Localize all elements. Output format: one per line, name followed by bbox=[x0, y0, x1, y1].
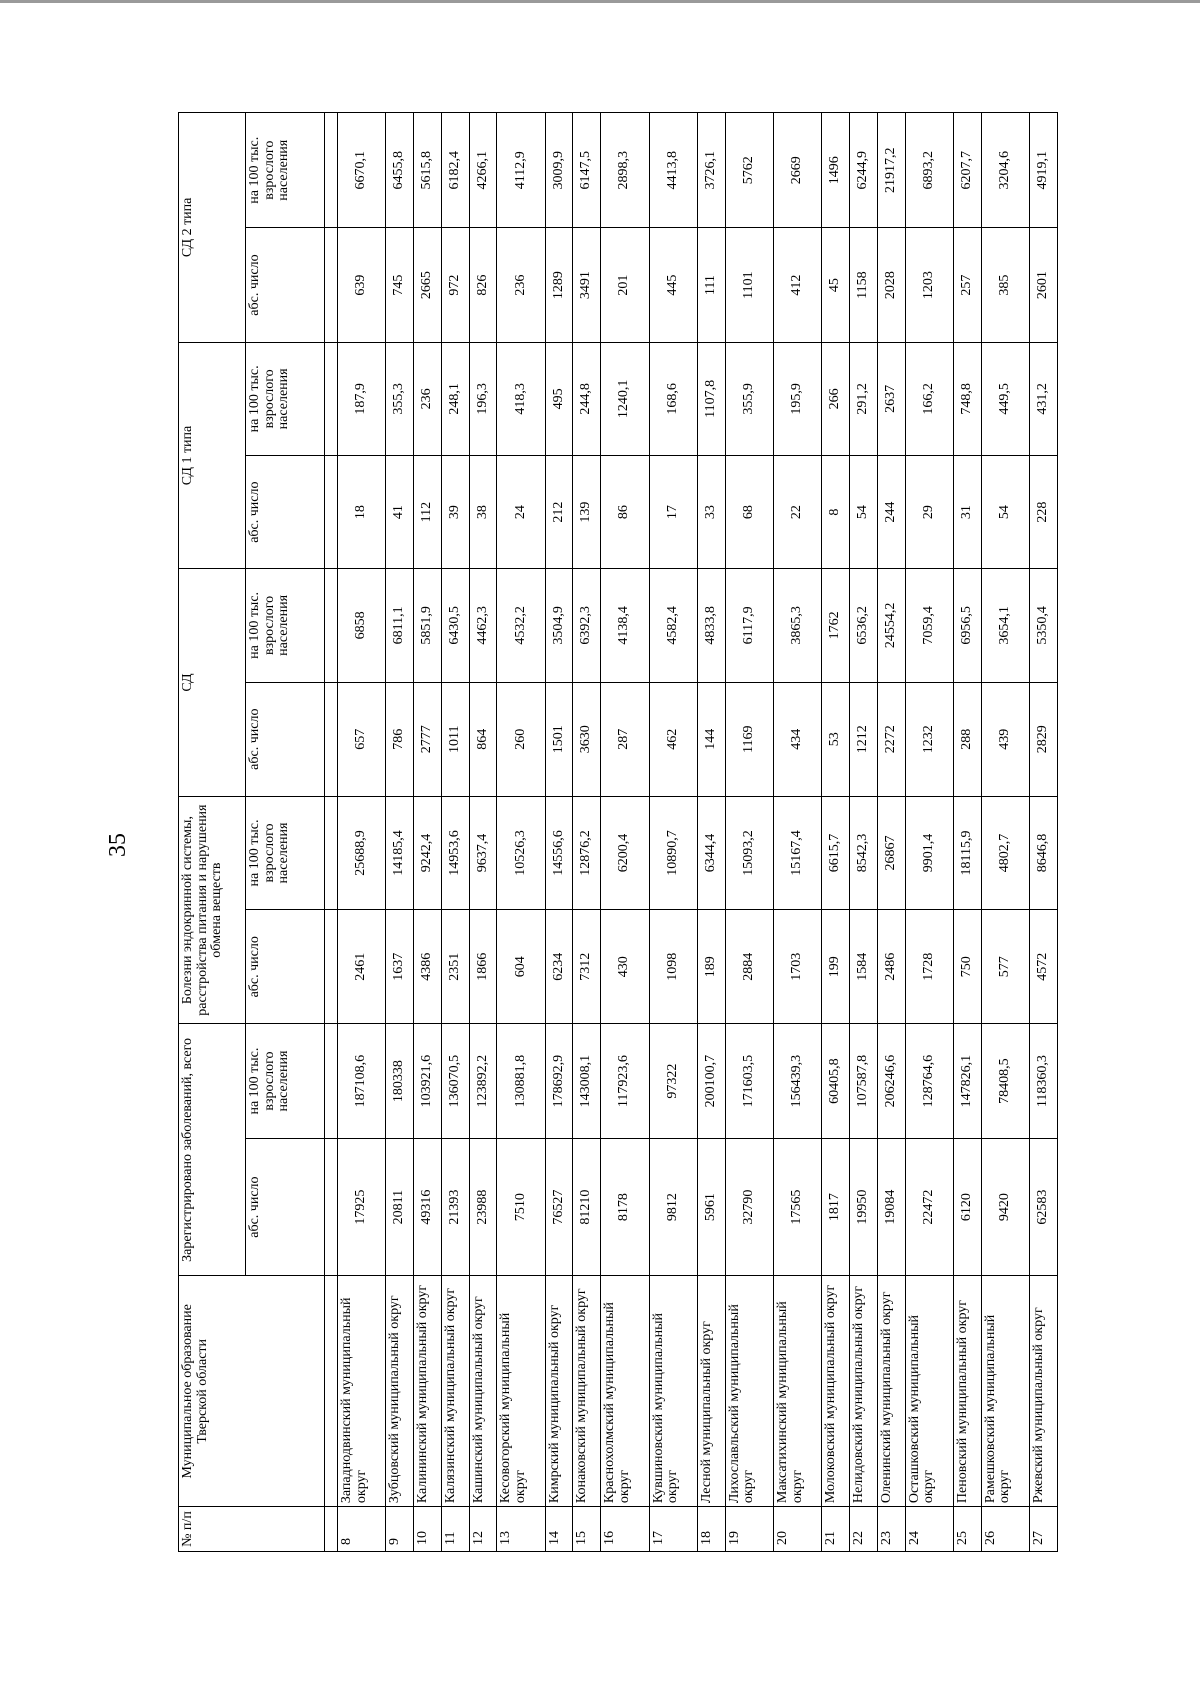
per100k-value-cell: 6536,2 bbox=[850, 569, 878, 682]
table-row bbox=[1030, 113, 1058, 1552]
table-row bbox=[573, 113, 601, 1552]
per100k-value-cell: 9637,4 bbox=[469, 796, 497, 909]
per100k-value-cell: 136070,5 bbox=[441, 1024, 469, 1138]
table-header bbox=[179, 113, 338, 1552]
row-number: 14 bbox=[545, 1507, 573, 1552]
per100k-value-cell: 418,3 bbox=[497, 342, 545, 455]
per100k-value-cell: 6200,4 bbox=[601, 796, 649, 909]
header-group-sd1: СД 1 типа bbox=[179, 342, 246, 569]
per100k-value-cell: 431,2 bbox=[1030, 342, 1058, 455]
per100k-value-cell: 9242,4 bbox=[414, 796, 442, 909]
per100k-value-cell: 6117,9 bbox=[725, 569, 773, 682]
municipality-name: Оленинский муниципальный округ bbox=[877, 1276, 905, 1507]
row-number: 25 bbox=[954, 1507, 982, 1552]
per100k-value-cell: 2637 bbox=[877, 342, 905, 455]
per100k-value-cell: 187,9 bbox=[338, 342, 386, 455]
row-number: 26 bbox=[981, 1507, 1029, 1552]
row-number: 23 bbox=[877, 1507, 905, 1552]
header-num: № п/п bbox=[179, 1507, 325, 1552]
per100k-value-cell: 107587,8 bbox=[850, 1024, 878, 1138]
per100k-value-cell: 143008,1 bbox=[573, 1024, 601, 1138]
municipality-name: Молоковский муниципальный округ bbox=[822, 1276, 850, 1507]
abs-value-cell: 54 bbox=[981, 456, 1029, 569]
per100k-value-cell: 4138,4 bbox=[601, 569, 649, 682]
per100k-value-cell: 196,3 bbox=[469, 342, 497, 455]
abs-value-cell: 257 bbox=[954, 228, 982, 342]
abs-value-cell: 412 bbox=[774, 228, 822, 342]
header-abs: абс. число bbox=[246, 682, 325, 796]
abs-value-cell: 7510 bbox=[497, 1138, 545, 1276]
abs-value-cell: 9812 bbox=[649, 1138, 697, 1276]
municipality-name: Пеновский муниципальный округ bbox=[954, 1276, 982, 1507]
per100k-value-cell: 748,8 bbox=[954, 342, 982, 455]
per100k-value-cell: 9901,4 bbox=[905, 796, 953, 909]
abs-value-cell: 1101 bbox=[725, 228, 773, 342]
abs-value-cell: 41 bbox=[386, 456, 414, 569]
municipality-name: Лихославльский муниципальный округ bbox=[725, 1276, 773, 1507]
row-number: 11 bbox=[441, 1507, 469, 1552]
header-abs: абс. число bbox=[246, 456, 325, 569]
abs-value-cell: 786 bbox=[386, 682, 414, 796]
per100k-value-cell: 4833,8 bbox=[697, 569, 725, 682]
per100k-value-cell: 4532,2 bbox=[497, 569, 545, 682]
abs-value-cell: 385 bbox=[981, 228, 1029, 342]
per100k-value-cell: 5851,9 bbox=[414, 569, 442, 682]
abs-value-cell: 1637 bbox=[386, 910, 414, 1024]
abs-value-cell: 2884 bbox=[725, 910, 773, 1024]
municipality-name: Рамешковский муниципальный округ bbox=[981, 1276, 1029, 1507]
row-number: 27 bbox=[1030, 1507, 1058, 1552]
per100k-value-cell: 266 bbox=[822, 342, 850, 455]
per100k-value-cell: 14953,6 bbox=[441, 796, 469, 909]
abs-value-cell: 20811 bbox=[386, 1138, 414, 1276]
per100k-value-cell: 1762 bbox=[822, 569, 850, 682]
per100k-value-cell: 4919,1 bbox=[1030, 113, 1058, 228]
per100k-value-cell: 244,8 bbox=[573, 342, 601, 455]
municipality-name: Кесовогорский муниципальный округ bbox=[497, 1276, 545, 1507]
abs-value-cell: 2461 bbox=[338, 910, 386, 1024]
abs-value-cell: 32790 bbox=[725, 1138, 773, 1276]
abs-value-cell: 139 bbox=[573, 456, 601, 569]
abs-value-cell: 972 bbox=[441, 228, 469, 342]
table-row bbox=[497, 113, 545, 1552]
per100k-value-cell: 171603,5 bbox=[725, 1024, 773, 1138]
per100k-value-cell: 4462,3 bbox=[469, 569, 497, 682]
per100k-value-cell: 5350,4 bbox=[1030, 569, 1058, 682]
row-number: 17 bbox=[649, 1507, 697, 1552]
per100k-value-cell: 291,2 bbox=[850, 342, 878, 455]
header-per100k: на 100 тыс. взрослого населения bbox=[246, 113, 325, 228]
row-number: 24 bbox=[905, 1507, 953, 1552]
abs-value-cell: 2665 bbox=[414, 228, 442, 342]
per100k-value-cell: 10890,7 bbox=[649, 796, 697, 909]
abs-value-cell: 2777 bbox=[414, 682, 442, 796]
abs-value-cell: 1098 bbox=[649, 910, 697, 1024]
abs-value-cell: 144 bbox=[697, 682, 725, 796]
abs-value-cell: 38 bbox=[469, 456, 497, 569]
per100k-value-cell: 206246,6 bbox=[877, 1024, 905, 1138]
abs-value-cell: 1289 bbox=[545, 228, 573, 342]
abs-value-cell: 3491 bbox=[573, 228, 601, 342]
abs-value-cell: 430 bbox=[601, 910, 649, 1024]
per100k-value-cell: 117923,6 bbox=[601, 1024, 649, 1138]
header-abs: абс. число bbox=[246, 228, 325, 342]
abs-value-cell: 1212 bbox=[850, 682, 878, 796]
abs-value-cell: 7312 bbox=[573, 910, 601, 1024]
abs-value-cell: 4572 bbox=[1030, 910, 1058, 1024]
table-row bbox=[338, 113, 386, 1552]
abs-value-cell: 445 bbox=[649, 228, 697, 342]
per100k-value-cell: 15167,4 bbox=[774, 796, 822, 909]
municipality-name: Западнодвинский муниципальный округ bbox=[338, 1276, 386, 1507]
abs-value-cell: 434 bbox=[774, 682, 822, 796]
municipality-name: Конаковский муниципальный округ bbox=[573, 1276, 601, 1507]
municipality-name: Лесной муниципальный округ bbox=[697, 1276, 725, 1507]
per100k-value-cell: 78408,5 bbox=[981, 1024, 1029, 1138]
per100k-value-cell: 4802,7 bbox=[981, 796, 1029, 909]
abs-value-cell: 23988 bbox=[469, 1138, 497, 1276]
header-spacer-row bbox=[325, 113, 338, 1552]
abs-value-cell: 228 bbox=[1030, 456, 1058, 569]
per100k-value-cell: 178692,9 bbox=[545, 1024, 573, 1138]
abs-value-cell: 49316 bbox=[414, 1138, 442, 1276]
per100k-value-cell: 4582,4 bbox=[649, 569, 697, 682]
per100k-value-cell: 130881,8 bbox=[497, 1024, 545, 1138]
municipality-name: Кашинский муниципальный округ bbox=[469, 1276, 497, 1507]
per100k-value-cell: 123892,2 bbox=[469, 1024, 497, 1138]
abs-value-cell: 288 bbox=[954, 682, 982, 796]
abs-value-cell: 22 bbox=[774, 456, 822, 569]
per100k-value-cell: 147826,1 bbox=[954, 1024, 982, 1138]
per100k-value-cell: 103921,6 bbox=[414, 1024, 442, 1138]
table-row bbox=[601, 113, 649, 1552]
municipality-name: Калининский муниципальный округ bbox=[414, 1276, 442, 1507]
abs-value-cell: 287 bbox=[601, 682, 649, 796]
row-number: 22 bbox=[850, 1507, 878, 1552]
municipality-name: Осташковский муниципальный округ bbox=[905, 1276, 953, 1507]
top-rule bbox=[0, 0, 1200, 3]
abs-value-cell: 45 bbox=[822, 228, 850, 342]
row-number: 9 bbox=[386, 1507, 414, 1552]
municipality-name: Калязинский муниципальный округ bbox=[441, 1276, 469, 1507]
header-per100k: на 100 тыс. взрослого населения bbox=[246, 796, 325, 909]
per100k-value-cell: 2898,3 bbox=[601, 113, 649, 228]
per100k-value-cell: 14556,6 bbox=[545, 796, 573, 909]
per100k-value-cell: 7059,4 bbox=[905, 569, 953, 682]
row-number: 20 bbox=[774, 1507, 822, 1552]
abs-value-cell: 199 bbox=[822, 910, 850, 1024]
table-row bbox=[905, 113, 953, 1552]
rotated-table-frame bbox=[178, 112, 1058, 1552]
per100k-value-cell: 6244,9 bbox=[850, 113, 878, 228]
per100k-value-cell: 10526,3 bbox=[497, 796, 545, 909]
table-row bbox=[697, 113, 725, 1552]
table-row bbox=[981, 113, 1029, 1552]
abs-value-cell: 31 bbox=[954, 456, 982, 569]
header-municipality: Муниципальное образование Тверской области bbox=[179, 1276, 325, 1507]
per100k-value-cell: 236 bbox=[414, 342, 442, 455]
header-per100k: на 100 тыс. взрослого населения bbox=[246, 569, 325, 682]
abs-value-cell: 53 bbox=[822, 682, 850, 796]
abs-value-cell: 1501 bbox=[545, 682, 573, 796]
table-row bbox=[725, 113, 773, 1552]
abs-value-cell: 76527 bbox=[545, 1138, 573, 1276]
per100k-value-cell: 5615,8 bbox=[414, 113, 442, 228]
per100k-value-cell: 200100,7 bbox=[697, 1024, 725, 1138]
abs-value-cell: 68 bbox=[725, 456, 773, 569]
table-container bbox=[178, 112, 1058, 1552]
abs-value-cell: 5961 bbox=[697, 1138, 725, 1276]
per100k-value-cell: 2669 bbox=[774, 113, 822, 228]
row-number: 15 bbox=[573, 1507, 601, 1552]
table-row bbox=[441, 113, 469, 1552]
abs-value-cell: 1203 bbox=[905, 228, 953, 342]
table-row bbox=[649, 113, 697, 1552]
abs-value-cell: 750 bbox=[954, 910, 982, 1024]
per100k-value-cell: 6392,3 bbox=[573, 569, 601, 682]
per100k-value-cell: 4413,8 bbox=[649, 113, 697, 228]
abs-value-cell: 1232 bbox=[905, 682, 953, 796]
abs-value-cell: 201 bbox=[601, 228, 649, 342]
per100k-value-cell: 248,1 bbox=[441, 342, 469, 455]
per100k-value-cell: 8646,8 bbox=[1030, 796, 1058, 909]
page-number: 35 bbox=[105, 833, 131, 857]
abs-value-cell: 2601 bbox=[1030, 228, 1058, 342]
abs-value-cell: 2351 bbox=[441, 910, 469, 1024]
table-row bbox=[774, 113, 822, 1552]
per100k-value-cell: 6147,5 bbox=[573, 113, 601, 228]
header-per100k: на 100 тыс. взрослого населения bbox=[246, 1024, 325, 1138]
abs-value-cell: 1817 bbox=[822, 1138, 850, 1276]
per100k-value-cell: 97322 bbox=[649, 1024, 697, 1138]
abs-value-cell: 8 bbox=[822, 456, 850, 569]
table-row bbox=[822, 113, 850, 1552]
per100k-value-cell: 6344,4 bbox=[697, 796, 725, 909]
per100k-value-cell: 15093,2 bbox=[725, 796, 773, 909]
statistics-table bbox=[178, 112, 1058, 1552]
table-row bbox=[386, 113, 414, 1552]
per100k-value-cell: 3865,3 bbox=[774, 569, 822, 682]
per100k-value-cell: 6615,7 bbox=[822, 796, 850, 909]
abs-value-cell: 19950 bbox=[850, 1138, 878, 1276]
header-per100k: на 100 тыс. взрослого населения bbox=[246, 342, 325, 455]
municipality-name: Кувшиновский муниципальный округ bbox=[649, 1276, 697, 1507]
per100k-value-cell: 1240,1 bbox=[601, 342, 649, 455]
abs-value-cell: 639 bbox=[338, 228, 386, 342]
per100k-value-cell: 168,6 bbox=[649, 342, 697, 455]
abs-value-cell: 2486 bbox=[877, 910, 905, 1024]
per100k-value-cell: 6811,1 bbox=[386, 569, 414, 682]
per100k-value-cell: 3654,1 bbox=[981, 569, 1029, 682]
per100k-value-cell: 25688,9 bbox=[338, 796, 386, 909]
per100k-value-cell: 3009,9 bbox=[545, 113, 573, 228]
row-number: 19 bbox=[725, 1507, 773, 1552]
table-row bbox=[414, 113, 442, 1552]
abs-value-cell: 462 bbox=[649, 682, 697, 796]
per100k-value-cell: 128764,6 bbox=[905, 1024, 953, 1138]
table-body bbox=[338, 113, 1058, 1552]
municipality-name: Максатихинский муниципальный округ bbox=[774, 1276, 822, 1507]
row-number: 8 bbox=[338, 1507, 386, 1552]
abs-value-cell: 1703 bbox=[774, 910, 822, 1024]
abs-value-cell: 17565 bbox=[774, 1138, 822, 1276]
per100k-value-cell: 14185,4 bbox=[386, 796, 414, 909]
per100k-value-cell: 24554,2 bbox=[877, 569, 905, 682]
abs-value-cell: 1169 bbox=[725, 682, 773, 796]
per100k-value-cell: 6893,2 bbox=[905, 113, 953, 228]
abs-value-cell: 19084 bbox=[877, 1138, 905, 1276]
abs-value-cell: 81210 bbox=[573, 1138, 601, 1276]
per100k-value-cell: 355,3 bbox=[386, 342, 414, 455]
per100k-value-cell: 118360,3 bbox=[1030, 1024, 1058, 1138]
abs-value-cell: 1584 bbox=[850, 910, 878, 1024]
abs-value-cell: 112 bbox=[414, 456, 442, 569]
per100k-value-cell: 449,5 bbox=[981, 342, 1029, 455]
abs-value-cell: 9420 bbox=[981, 1138, 1029, 1276]
per100k-value-cell: 12876,2 bbox=[573, 796, 601, 909]
per100k-value-cell: 1107,8 bbox=[697, 342, 725, 455]
abs-value-cell: 17925 bbox=[338, 1138, 386, 1276]
abs-value-cell: 2829 bbox=[1030, 682, 1058, 796]
per100k-value-cell: 5762 bbox=[725, 113, 773, 228]
abs-value-cell: 62583 bbox=[1030, 1138, 1058, 1276]
header-abs: абс. число bbox=[246, 1138, 325, 1276]
abs-value-cell: 260 bbox=[497, 682, 545, 796]
abs-value-cell: 22472 bbox=[905, 1138, 953, 1276]
abs-value-cell: 8178 bbox=[601, 1138, 649, 1276]
row-number: 18 bbox=[697, 1507, 725, 1552]
abs-value-cell: 826 bbox=[469, 228, 497, 342]
header-group-endocrine: Болезни эндокринной системы, расстройства питания и нарушения обмена веществ bbox=[179, 796, 246, 1024]
per100k-value-cell: 26867 bbox=[877, 796, 905, 909]
abs-value-cell: 864 bbox=[469, 682, 497, 796]
per100k-value-cell: 1496 bbox=[822, 113, 850, 228]
row-number: 16 bbox=[601, 1507, 649, 1552]
abs-value-cell: 33 bbox=[697, 456, 725, 569]
per100k-value-cell: 3204,6 bbox=[981, 113, 1029, 228]
per100k-value-cell: 6182,4 bbox=[441, 113, 469, 228]
row-number: 12 bbox=[469, 1507, 497, 1552]
abs-value-cell: 17 bbox=[649, 456, 697, 569]
per100k-value-cell: 60405,8 bbox=[822, 1024, 850, 1138]
per100k-value-cell: 21917,2 bbox=[877, 113, 905, 228]
per100k-value-cell: 187108,6 bbox=[338, 1024, 386, 1138]
abs-value-cell: 29 bbox=[905, 456, 953, 569]
abs-value-cell: 6234 bbox=[545, 910, 573, 1024]
abs-value-cell: 39 bbox=[441, 456, 469, 569]
per100k-value-cell: 3726,1 bbox=[697, 113, 725, 228]
per100k-value-cell: 18115,9 bbox=[954, 796, 982, 909]
per100k-value-cell: 166,2 bbox=[905, 342, 953, 455]
abs-value-cell: 2028 bbox=[877, 228, 905, 342]
per100k-value-cell: 4112,9 bbox=[497, 113, 545, 228]
municipality-name: Кимрский муниципальный округ bbox=[545, 1276, 573, 1507]
per100k-value-cell: 195,9 bbox=[774, 342, 822, 455]
per100k-value-cell: 180338 bbox=[386, 1024, 414, 1138]
per100k-value-cell: 495 bbox=[545, 342, 573, 455]
header-group-total: Зарегистрировано заболеваний, всего bbox=[179, 1024, 246, 1276]
abs-value-cell: 3630 bbox=[573, 682, 601, 796]
row-number: 13 bbox=[497, 1507, 545, 1552]
row-number: 21 bbox=[822, 1507, 850, 1552]
abs-value-cell: 745 bbox=[386, 228, 414, 342]
abs-value-cell: 244 bbox=[877, 456, 905, 569]
abs-value-cell: 212 bbox=[545, 456, 573, 569]
abs-value-cell: 604 bbox=[497, 910, 545, 1024]
municipality-name: Ржевский муниципальный округ bbox=[1030, 1276, 1058, 1507]
abs-value-cell: 236 bbox=[497, 228, 545, 342]
header-group-sd2: СД 2 типа bbox=[179, 113, 246, 343]
abs-value-cell: 657 bbox=[338, 682, 386, 796]
per100k-value-cell: 6430,5 bbox=[441, 569, 469, 682]
per100k-value-cell: 8542,3 bbox=[850, 796, 878, 909]
row-number: 10 bbox=[414, 1507, 442, 1552]
table-row bbox=[850, 113, 878, 1552]
abs-value-cell: 86 bbox=[601, 456, 649, 569]
per100k-value-cell: 6858 bbox=[338, 569, 386, 682]
per100k-value-cell: 6207,7 bbox=[954, 113, 982, 228]
table-row bbox=[877, 113, 905, 1552]
table-row bbox=[545, 113, 573, 1552]
per100k-value-cell: 3504,9 bbox=[545, 569, 573, 682]
abs-value-cell: 1866 bbox=[469, 910, 497, 1024]
per100k-value-cell: 4266,1 bbox=[469, 113, 497, 228]
header-abs: абс. число bbox=[246, 910, 325, 1024]
abs-value-cell: 6120 bbox=[954, 1138, 982, 1276]
abs-value-cell: 2272 bbox=[877, 682, 905, 796]
abs-value-cell: 577 bbox=[981, 910, 1029, 1024]
abs-value-cell: 18 bbox=[338, 456, 386, 569]
abs-value-cell: 1011 bbox=[441, 682, 469, 796]
per100k-value-cell: 156439,3 bbox=[774, 1024, 822, 1138]
abs-value-cell: 4386 bbox=[414, 910, 442, 1024]
abs-value-cell: 1728 bbox=[905, 910, 953, 1024]
table-row bbox=[469, 113, 497, 1552]
per100k-value-cell: 6670,1 bbox=[338, 113, 386, 228]
per100k-value-cell: 355,9 bbox=[725, 342, 773, 455]
per100k-value-cell: 6455,8 bbox=[386, 113, 414, 228]
abs-value-cell: 21393 bbox=[441, 1138, 469, 1276]
municipality-name: Зубцовский муниципальный округ bbox=[386, 1276, 414, 1507]
abs-value-cell: 111 bbox=[697, 228, 725, 342]
abs-value-cell: 24 bbox=[497, 456, 545, 569]
table-row bbox=[954, 113, 982, 1552]
header-group-sd: СД bbox=[179, 569, 246, 797]
abs-value-cell: 189 bbox=[697, 910, 725, 1024]
abs-value-cell: 54 bbox=[850, 456, 878, 569]
abs-value-cell: 439 bbox=[981, 682, 1029, 796]
abs-value-cell: 1158 bbox=[850, 228, 878, 342]
per100k-value-cell: 6956,5 bbox=[954, 569, 982, 682]
municipality-name: Краснохолмский муниципальный округ bbox=[601, 1276, 649, 1507]
municipality-name: Нелидовский муниципальный округ bbox=[850, 1276, 878, 1507]
